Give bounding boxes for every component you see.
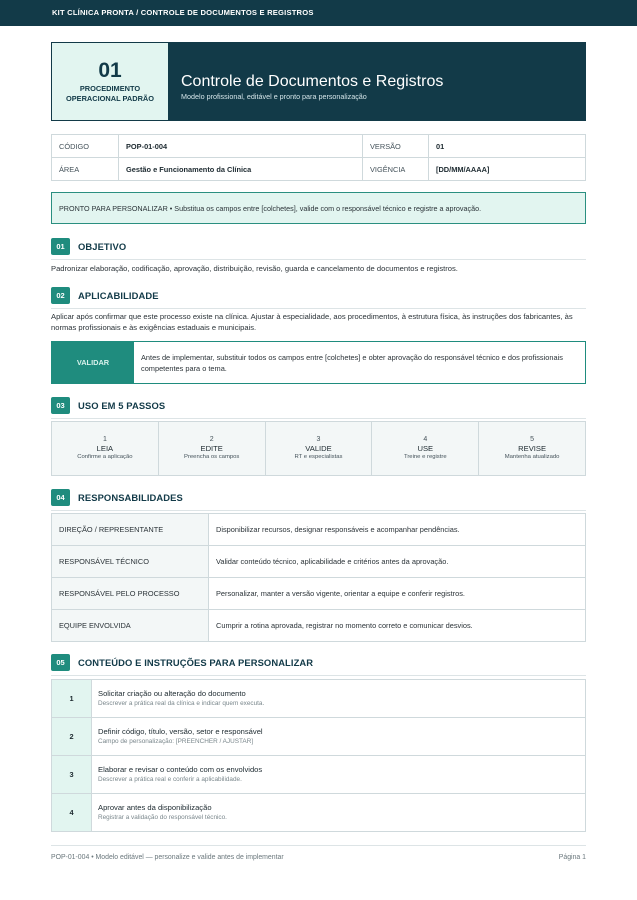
aplicabilidade-text: Aplicar após confirmar que este processo existe na clínica. Ajustar à especialidade, aos procedimentos, à estrutura física, às instruções dos fabricantes, às normas profissionais e às exigências estaduais e municipais. <box>51 312 573 333</box>
role-desc-cell: Personalizar, manter a versão vigente, orientar a equipe e conferir registros. <box>209 578 586 610</box>
section-number-badge: 01 <box>51 238 70 255</box>
validar-callout <box>51 341 586 384</box>
step-number: 2 <box>209 435 214 443</box>
step-number: 1 <box>102 435 107 443</box>
step-item <box>479 422 585 475</box>
step-number: 4 <box>423 435 428 443</box>
document-header <box>51 42 586 121</box>
step-title: EDITE <box>200 443 223 453</box>
item-body <box>92 794 586 832</box>
objetivo-text: Padronizar elaboração, codificação, aprovação, distribuição, revisão, guarda e cancelamento de documentos e registros. <box>51 264 458 273</box>
table-row <box>52 578 586 610</box>
pop-id-box <box>52 43 168 120</box>
step-desc: RT e especialistas <box>294 454 343 461</box>
role-cell: RESPONSÁVEL PELO PROCESSO <box>52 578 209 610</box>
step-item <box>266 422 373 475</box>
item-title: Definir código, título, versão, setor e responsável <box>98 727 263 736</box>
step-desc: Treine e registre <box>403 454 447 461</box>
table-row <box>52 514 586 546</box>
step-title: REVISE <box>518 443 547 453</box>
role-desc-cell: Cumprir a rotina aprovada, registrar no momento correto e comunicar desvios. <box>209 610 586 642</box>
role-desc-cell: Disponibilizar recursos, designar responsáveis e acompanhar pendências. <box>209 514 586 546</box>
item-number: 4 <box>52 794 92 832</box>
document-metadata-table <box>51 134 586 181</box>
section-responsabilidades-header <box>51 489 586 511</box>
steps-row <box>51 421 586 476</box>
section-title: OBJETIVO <box>78 241 127 252</box>
section-title: RESPONSABILIDADES <box>78 492 183 503</box>
title-panel <box>168 43 585 120</box>
table-row <box>52 680 586 718</box>
validar-tag: VALIDAR <box>52 342 134 383</box>
step-number: 3 <box>316 435 321 443</box>
area-label: ÁREA <box>52 158 119 181</box>
section-title: CONTEÚDO E INSTRUÇÕES PARA PERSONALIZAR <box>78 657 314 668</box>
personalize-notice: PRONTO PARA PERSONALIZAR • Substitua os campos entre [colchetes], valide com o responsável técnico e registre a aprovação. <box>51 192 586 224</box>
item-body <box>92 756 586 794</box>
codigo-value: POP-01-004 <box>119 135 363 158</box>
step-number: 5 <box>530 435 535 443</box>
responsibilities-table <box>51 513 586 642</box>
section-number-badge: 05 <box>51 654 70 671</box>
section-passos-header <box>51 397 586 419</box>
table-row <box>52 794 586 832</box>
section-title: USO EM 5 PASSOS <box>78 400 166 411</box>
table-row <box>52 546 586 578</box>
table-row <box>52 756 586 794</box>
page-number: Página 1 <box>558 854 586 861</box>
page-title: Controle de Documentos e Registros <box>181 73 444 90</box>
versao-value: 01 <box>429 135 586 158</box>
section-aplicabilidade-header <box>51 287 586 309</box>
item-desc: Descrever a prática real da clínica e indicar quem executa. <box>98 700 265 707</box>
pop-label-line1: PROCEDIMENTO <box>79 84 141 93</box>
item-number: 1 <box>52 680 92 718</box>
pop-number: 01 <box>98 59 122 82</box>
step-item <box>372 422 479 475</box>
page-footer <box>51 845 586 861</box>
content-instructions-table <box>51 679 586 832</box>
role-cell: RESPONSÁVEL TÉCNICO <box>52 546 209 578</box>
vigencia-label: VIGÊNCIA <box>363 158 429 181</box>
area-value: Gestão e Funcionamento da Clínica <box>119 158 363 181</box>
step-desc: Preencha os campos <box>184 454 240 461</box>
item-number: 2 <box>52 718 92 756</box>
footer-left-text: POP-01-004 • Modelo editável — personalize e valide antes de implementar <box>51 854 284 861</box>
codigo-label: CÓDIGO <box>52 135 119 158</box>
section-number-badge: 03 <box>51 397 70 414</box>
table-row <box>52 718 586 756</box>
step-title: LEIA <box>96 443 114 453</box>
top-bar-breadcrumb: KIT CLÍNICA PRONTA / CONTROLE DE DOCUMENTOS E REGISTROS <box>0 0 637 26</box>
section-number-badge: 02 <box>51 287 70 304</box>
item-title: Aprovar antes da disponibilização <box>98 803 212 812</box>
role-desc-cell: Validar conteúdo técnico, aplicabilidade e critérios antes da aprovação. <box>209 546 586 578</box>
role-cell: DIREÇÃO / REPRESENTANTE <box>52 514 209 546</box>
item-desc: Campo de personalização: [PREENCHER / AJUSTAR] <box>98 738 254 745</box>
item-title: Solicitar criação ou alteração do documento <box>98 689 246 698</box>
vigencia-value: [DD/MM/AAAA] <box>429 158 586 181</box>
section-title: APLICABILIDADE <box>78 290 159 301</box>
versao-label: VERSÃO <box>363 135 429 158</box>
item-title: Elaborar e revisar o conteúdo com os envolvidos <box>98 765 263 774</box>
item-desc: Descrever a prática real e conferir a aplicabilidade. <box>98 776 242 783</box>
item-number: 3 <box>52 756 92 794</box>
step-item <box>52 422 159 475</box>
step-title: VALIDE <box>305 443 332 453</box>
step-item <box>159 422 266 475</box>
item-body <box>92 718 586 756</box>
role-cell: EQUIPE ENVOLVIDA <box>52 610 209 642</box>
item-desc: Registrar a validação do responsável técnico. <box>98 814 227 821</box>
step-desc: Mantenha atualizado <box>504 454 560 461</box>
table-row <box>52 610 586 642</box>
step-title: USE <box>417 443 434 453</box>
pop-label-line2: OPERACIONAL PADRÃO <box>65 93 154 103</box>
page-subtitle: Modelo profissional, editável e pronto para personalização <box>181 92 367 101</box>
item-body <box>92 680 586 718</box>
section-number-badge: 04 <box>51 489 70 506</box>
section-conteudo-header <box>51 654 586 676</box>
step-desc: Confirme a aplicação <box>77 454 133 461</box>
section-objetivo-header <box>51 238 586 260</box>
validar-text: Antes de implementar, substituir todos os campos entre [colchetes] e obter aprovação do responsável técnico e dos profissionais competentes para o tema. <box>141 353 563 373</box>
